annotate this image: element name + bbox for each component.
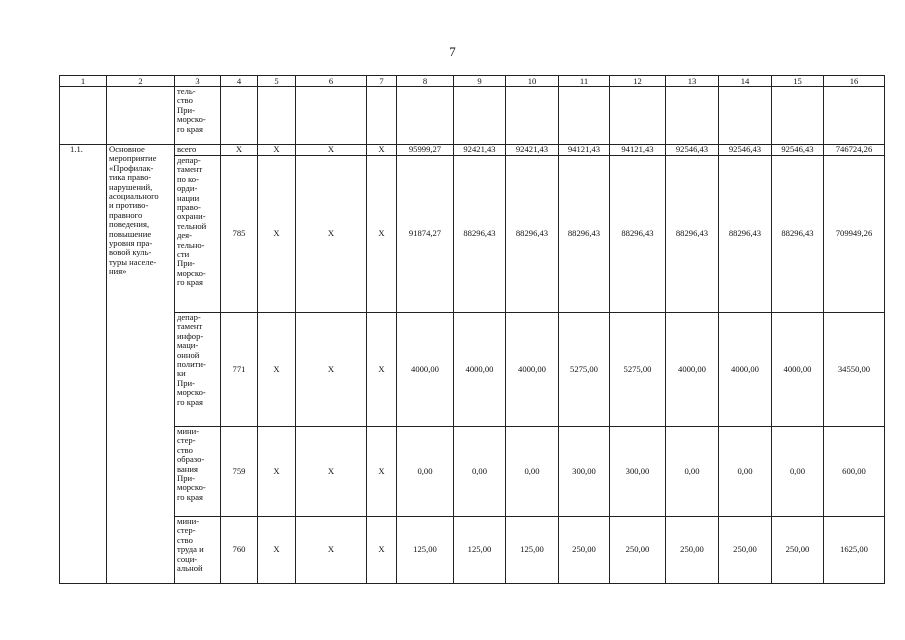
value-cell: 300,00: [610, 427, 666, 517]
table-cell: X: [258, 517, 296, 584]
empty-cell: [824, 87, 885, 145]
value-cell: 125,00: [397, 517, 454, 584]
text-line: маци-: [177, 340, 199, 351]
value-cell: 88296,43: [719, 156, 772, 313]
table-cell: 785: [221, 156, 258, 313]
item-name: [107, 145, 175, 584]
value-cell: 4000,00: [506, 313, 559, 427]
table-cell: X: [296, 427, 367, 517]
text-line: При-: [177, 258, 195, 269]
text-line: альной: [177, 563, 203, 574]
header-cell: 14: [719, 76, 772, 87]
text-line: уровня пра-: [109, 238, 153, 249]
empty-cell: [666, 87, 719, 145]
text-line: тика право-: [109, 172, 152, 183]
text-line: морско-: [177, 267, 206, 278]
value-cell: 88296,43: [506, 156, 559, 313]
text-line: нации: [177, 192, 200, 203]
value-cell: 88296,43: [610, 156, 666, 313]
text-line: полити-: [177, 359, 206, 370]
table-cell: X: [296, 517, 367, 584]
text-line: ство: [177, 95, 193, 106]
text-line: При-: [177, 104, 195, 115]
text-line: правного: [109, 209, 143, 220]
text-line: орди-: [177, 183, 198, 194]
text-line: тельной: [177, 220, 207, 231]
empty-cell: [60, 87, 107, 145]
text-line: ки: [177, 368, 186, 379]
value-cell: 709949,26: [824, 156, 885, 313]
table-cell: X: [221, 145, 258, 156]
text-line: право-: [177, 202, 201, 213]
table-cell: X: [296, 313, 367, 427]
text-line: мини-: [177, 426, 200, 436]
value-cell: 250,00: [610, 517, 666, 584]
item-number: 1.1.: [60, 145, 107, 584]
value-cell: 4000,00: [454, 313, 506, 427]
value-cell: 250,00: [666, 517, 719, 584]
empty-cell: [559, 87, 610, 145]
header-cell: 8: [397, 76, 454, 87]
text-line: онной: [177, 349, 200, 360]
text-line: и противо-: [109, 200, 149, 211]
header-cell: 4: [221, 76, 258, 87]
value-cell: 300,00: [559, 427, 610, 517]
text-line: морско-: [177, 482, 206, 493]
value-cell: 4000,00: [772, 313, 824, 427]
text-line: Основное: [109, 144, 145, 154]
executor-cell: [175, 156, 221, 313]
empty-cell: [258, 87, 296, 145]
text-line: депар-: [177, 312, 201, 322]
page-number: 7: [449, 44, 456, 59]
executor-cell: [175, 427, 221, 517]
text-line: ство: [177, 444, 193, 455]
text-line: вовой куль-: [109, 247, 152, 258]
empty-cell: [772, 87, 824, 145]
text-line: го края: [177, 277, 203, 288]
table-cell: X: [258, 427, 296, 517]
table-row: [60, 313, 885, 427]
table-cell: X: [296, 145, 367, 156]
value-cell: 88296,43: [772, 156, 824, 313]
text-line: тель-: [177, 86, 196, 96]
value-cell: 125,00: [506, 517, 559, 584]
executor-cell: [175, 313, 221, 427]
header-cell: 5: [258, 76, 296, 87]
empty-cell: [397, 87, 454, 145]
text-line: дея-: [177, 230, 193, 241]
header-cell: 3: [175, 76, 221, 87]
text-line: стер-: [177, 525, 196, 536]
value-cell: 34550,00: [824, 313, 885, 427]
empty-cell: [221, 87, 258, 145]
text-line: образо-: [177, 454, 205, 465]
text-line: стер-: [177, 435, 196, 446]
value-cell: 250,00: [772, 517, 824, 584]
value-cell: 92546,43: [772, 145, 824, 156]
value-cell: 88296,43: [666, 156, 719, 313]
header-cell: 11: [559, 76, 610, 87]
value-cell: 0,00: [719, 427, 772, 517]
text-line: морско-: [177, 387, 206, 398]
value-cell: 94121,43: [610, 145, 666, 156]
value-cell: 92546,43: [719, 145, 772, 156]
text-line: тамент: [177, 164, 203, 175]
text-line: нарушений,: [109, 181, 153, 192]
text-line: повышение: [109, 228, 152, 239]
header-cell: 16: [824, 76, 885, 87]
text-line: ния»: [109, 266, 127, 277]
text-line: ство: [177, 534, 193, 545]
value-cell: 94121,43: [559, 145, 610, 156]
header-cell: 6: [296, 76, 367, 87]
text-line: го края: [177, 491, 203, 502]
empty-cell: [454, 87, 506, 145]
value-cell: 92421,43: [506, 145, 559, 156]
carry-over-row: [60, 87, 885, 145]
text-line: труда и: [177, 544, 204, 555]
table-row: [60, 145, 885, 156]
text-line: мини-: [177, 516, 200, 526]
value-cell: 0,00: [397, 427, 454, 517]
value-cell: 125,00: [454, 517, 506, 584]
text-line: поведения,: [109, 219, 150, 230]
header-row: [60, 76, 885, 87]
table-cell: X: [367, 156, 397, 313]
value-cell: 5275,00: [559, 313, 610, 427]
header-cell: 12: [610, 76, 666, 87]
table-cell: X: [367, 517, 397, 584]
value-cell: 88296,43: [559, 156, 610, 313]
text-line: инфор-: [177, 330, 204, 341]
table-cell: X: [367, 145, 397, 156]
text-line: «Профилак-: [109, 162, 154, 173]
table-cell: X: [258, 145, 296, 156]
value-cell: 91874,27: [397, 156, 454, 313]
executor-cell: [175, 87, 221, 145]
empty-cell: [107, 87, 175, 145]
empty-cell: [296, 87, 367, 145]
header-cell: 2: [107, 76, 175, 87]
table-cell: X: [367, 427, 397, 517]
text-line: При-: [177, 473, 195, 484]
table-row: [60, 517, 885, 584]
value-cell: 0,00: [454, 427, 506, 517]
text-line: туры населе-: [109, 256, 157, 267]
value-cell: 4000,00: [719, 313, 772, 427]
header-cell: 9: [454, 76, 506, 87]
table-cell: 760: [221, 517, 258, 584]
text-line: го края: [177, 396, 203, 407]
text-line: депар-: [177, 155, 201, 165]
text-line: охрани-: [177, 211, 206, 222]
value-cell: 0,00: [772, 427, 824, 517]
executor-cell: всего: [175, 145, 221, 156]
table-cell: X: [258, 156, 296, 313]
header-cell: 7: [367, 76, 397, 87]
value-cell: 600,00: [824, 427, 885, 517]
table-cell: 771: [221, 313, 258, 427]
text-line: вания: [177, 463, 198, 474]
value-cell: 0,00: [506, 427, 559, 517]
budget-table: [59, 75, 885, 584]
text-line: соци-: [177, 553, 198, 564]
text-line: мероприятие: [109, 153, 157, 164]
table-cell: X: [296, 156, 367, 313]
table-row: [60, 156, 885, 313]
table-cell: X: [367, 313, 397, 427]
header-cell: 10: [506, 76, 559, 87]
text-line: асоциального: [109, 191, 159, 202]
value-cell: 250,00: [559, 517, 610, 584]
text-line: сти: [177, 249, 190, 260]
text-line: по ко-: [177, 173, 199, 184]
text-line: морско-: [177, 114, 206, 125]
text-line: тамент: [177, 321, 203, 332]
value-cell: 95999,27: [397, 145, 454, 156]
value-cell: 746724,26: [824, 145, 885, 156]
text-line: го края: [177, 123, 203, 134]
empty-cell: [719, 87, 772, 145]
table-row: [60, 427, 885, 517]
value-cell: 250,00: [719, 517, 772, 584]
value-cell: 1625,00: [824, 517, 885, 584]
empty-cell: [610, 87, 666, 145]
header-cell: 1: [60, 76, 107, 87]
text-line: тельно-: [177, 239, 205, 250]
text-line: При-: [177, 377, 195, 388]
header-cell: 13: [666, 76, 719, 87]
empty-cell: [367, 87, 397, 145]
header-cell: 15: [772, 76, 824, 87]
executor-cell: [175, 517, 221, 584]
value-cell: 5275,00: [610, 313, 666, 427]
value-cell: 92421,43: [454, 145, 506, 156]
table-cell: X: [258, 313, 296, 427]
empty-cell: [506, 87, 559, 145]
value-cell: 4000,00: [666, 313, 719, 427]
value-cell: 0,00: [666, 427, 719, 517]
value-cell: 4000,00: [397, 313, 454, 427]
table-cell: 759: [221, 427, 258, 517]
value-cell: 92546,43: [666, 145, 719, 156]
value-cell: 88296,43: [454, 156, 506, 313]
